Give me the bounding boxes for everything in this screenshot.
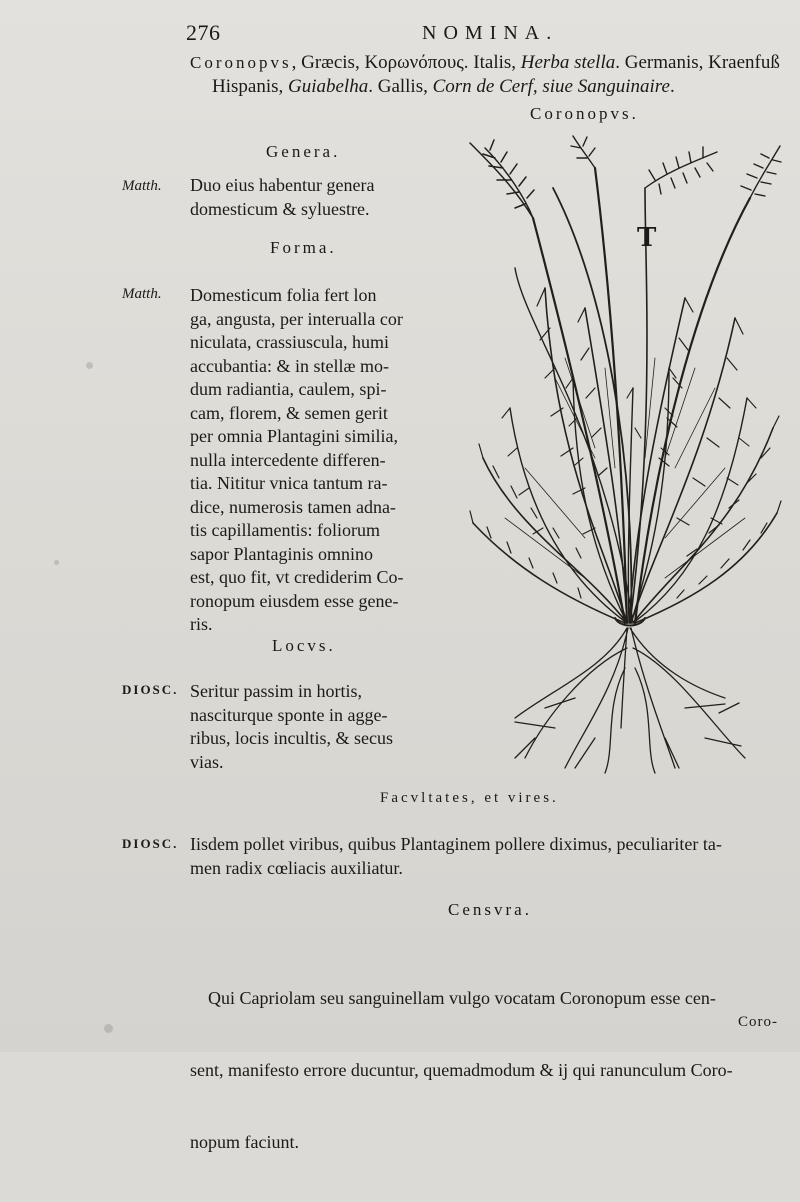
names-german: Kraenfuß bbox=[708, 52, 780, 73]
text-line: Seritur passim in hortis, bbox=[190, 681, 362, 701]
forma-text bbox=[190, 284, 403, 637]
names-term-1: Coronopvs bbox=[190, 53, 292, 72]
text-line: tis capillamentis: foliorum bbox=[190, 520, 380, 540]
margin-note-facultates: DIOSC. bbox=[122, 836, 179, 851]
text-line: cam, florem, & semen gerit bbox=[190, 402, 388, 423]
text-line: niculata, crassiuscula, humi bbox=[190, 332, 389, 352]
names-italian: Herba stella bbox=[520, 52, 616, 73]
facultates-text bbox=[190, 832, 722, 880]
running-title: NOMINA. bbox=[422, 22, 559, 44]
text-line: domesticum & syluestre. bbox=[190, 198, 370, 219]
text-line: tia. Nititur vnica tantum ra- bbox=[190, 473, 388, 493]
names-text-6: . bbox=[669, 76, 675, 97]
names-french: Corn de Cerf, siue Sanguinaire bbox=[432, 76, 670, 97]
catchword: Coro- bbox=[738, 1014, 778, 1030]
heading-censura: Censvra. bbox=[448, 900, 532, 919]
plant-woodcut bbox=[455, 128, 795, 778]
text-line: accubantia: & in stellæ mo- bbox=[190, 355, 389, 376]
margin-note-forma: Matth. bbox=[122, 286, 162, 302]
margin-note-genera: Matth. bbox=[122, 178, 162, 194]
text-line: dum radiantia, caulem, spi- bbox=[190, 379, 387, 399]
names-text-1: , Græcis, bbox=[291, 52, 365, 73]
names-spanish: Guiabelha bbox=[288, 76, 369, 97]
heading-facultates: Facvltates, et vires. bbox=[380, 790, 559, 806]
text-line: dice, numerosis tamen adna- bbox=[190, 496, 396, 517]
text-line: men radix cœliacis auxiliatur. bbox=[190, 858, 403, 878]
text-line: nulla intercedente differen- bbox=[190, 449, 386, 470]
margin-note-locus: DIOSC. bbox=[122, 682, 179, 697]
paper-spot bbox=[54, 560, 59, 565]
heading-locus: Locvs. bbox=[272, 636, 336, 655]
paper-spot bbox=[86, 362, 93, 369]
names-line-2 bbox=[212, 76, 675, 98]
names-text-3: . Germanis, bbox=[615, 52, 709, 73]
genera-text bbox=[190, 174, 374, 221]
text-line: nasciturque sponte in agge- bbox=[190, 704, 388, 725]
text-line: Iisdem pollet viribus, quibus Plantaginem pollere diximus, peculiariter ta- bbox=[190, 834, 722, 854]
names-greek: Κορωνόπους bbox=[364, 52, 464, 73]
heading-genera: Genera. bbox=[266, 142, 341, 161]
text-line: ris. bbox=[190, 614, 213, 634]
text-line: ga, angusta, per interualla cor bbox=[190, 308, 403, 329]
text-line: est, quo fit, vt crediderim Co- bbox=[190, 567, 404, 587]
text-line: Qui Capriolam seu sanguinellam vulgo vocatam Coronopum esse cen- bbox=[190, 988, 716, 1008]
text-line: nopum faciunt. bbox=[190, 1132, 299, 1152]
text-line: sapor Plantaginis omnino bbox=[190, 543, 373, 564]
names-line-1 bbox=[190, 52, 780, 74]
text-line: vias. bbox=[190, 751, 224, 772]
figure-title: Coronopvs. bbox=[530, 104, 639, 123]
names-text-5: . Gallis, bbox=[368, 76, 433, 97]
heading-forma: Forma. bbox=[270, 238, 337, 257]
text-line: ribus, locis incultis, & secus bbox=[190, 728, 393, 748]
paper-spot bbox=[104, 1024, 113, 1033]
text-line: per omnia Plantagini similia, bbox=[190, 426, 398, 446]
names-text-4: Hispanis, bbox=[212, 76, 288, 97]
plate-letter: T bbox=[637, 223, 657, 253]
text-line: ronopum eiusdem esse gene- bbox=[190, 590, 399, 611]
text-line: sent, manifesto errore ducuntur, quemadmodum & ij qui ranunculum Coro- bbox=[190, 1060, 733, 1080]
locus-text bbox=[190, 680, 393, 774]
censura-text bbox=[190, 938, 733, 1202]
page-number: 276 bbox=[186, 20, 221, 45]
names-text-2: . Italis, bbox=[463, 52, 521, 73]
text-line: Domesticum folia fert lon bbox=[190, 285, 377, 305]
text-line: Duo eius habentur genera bbox=[190, 175, 375, 195]
